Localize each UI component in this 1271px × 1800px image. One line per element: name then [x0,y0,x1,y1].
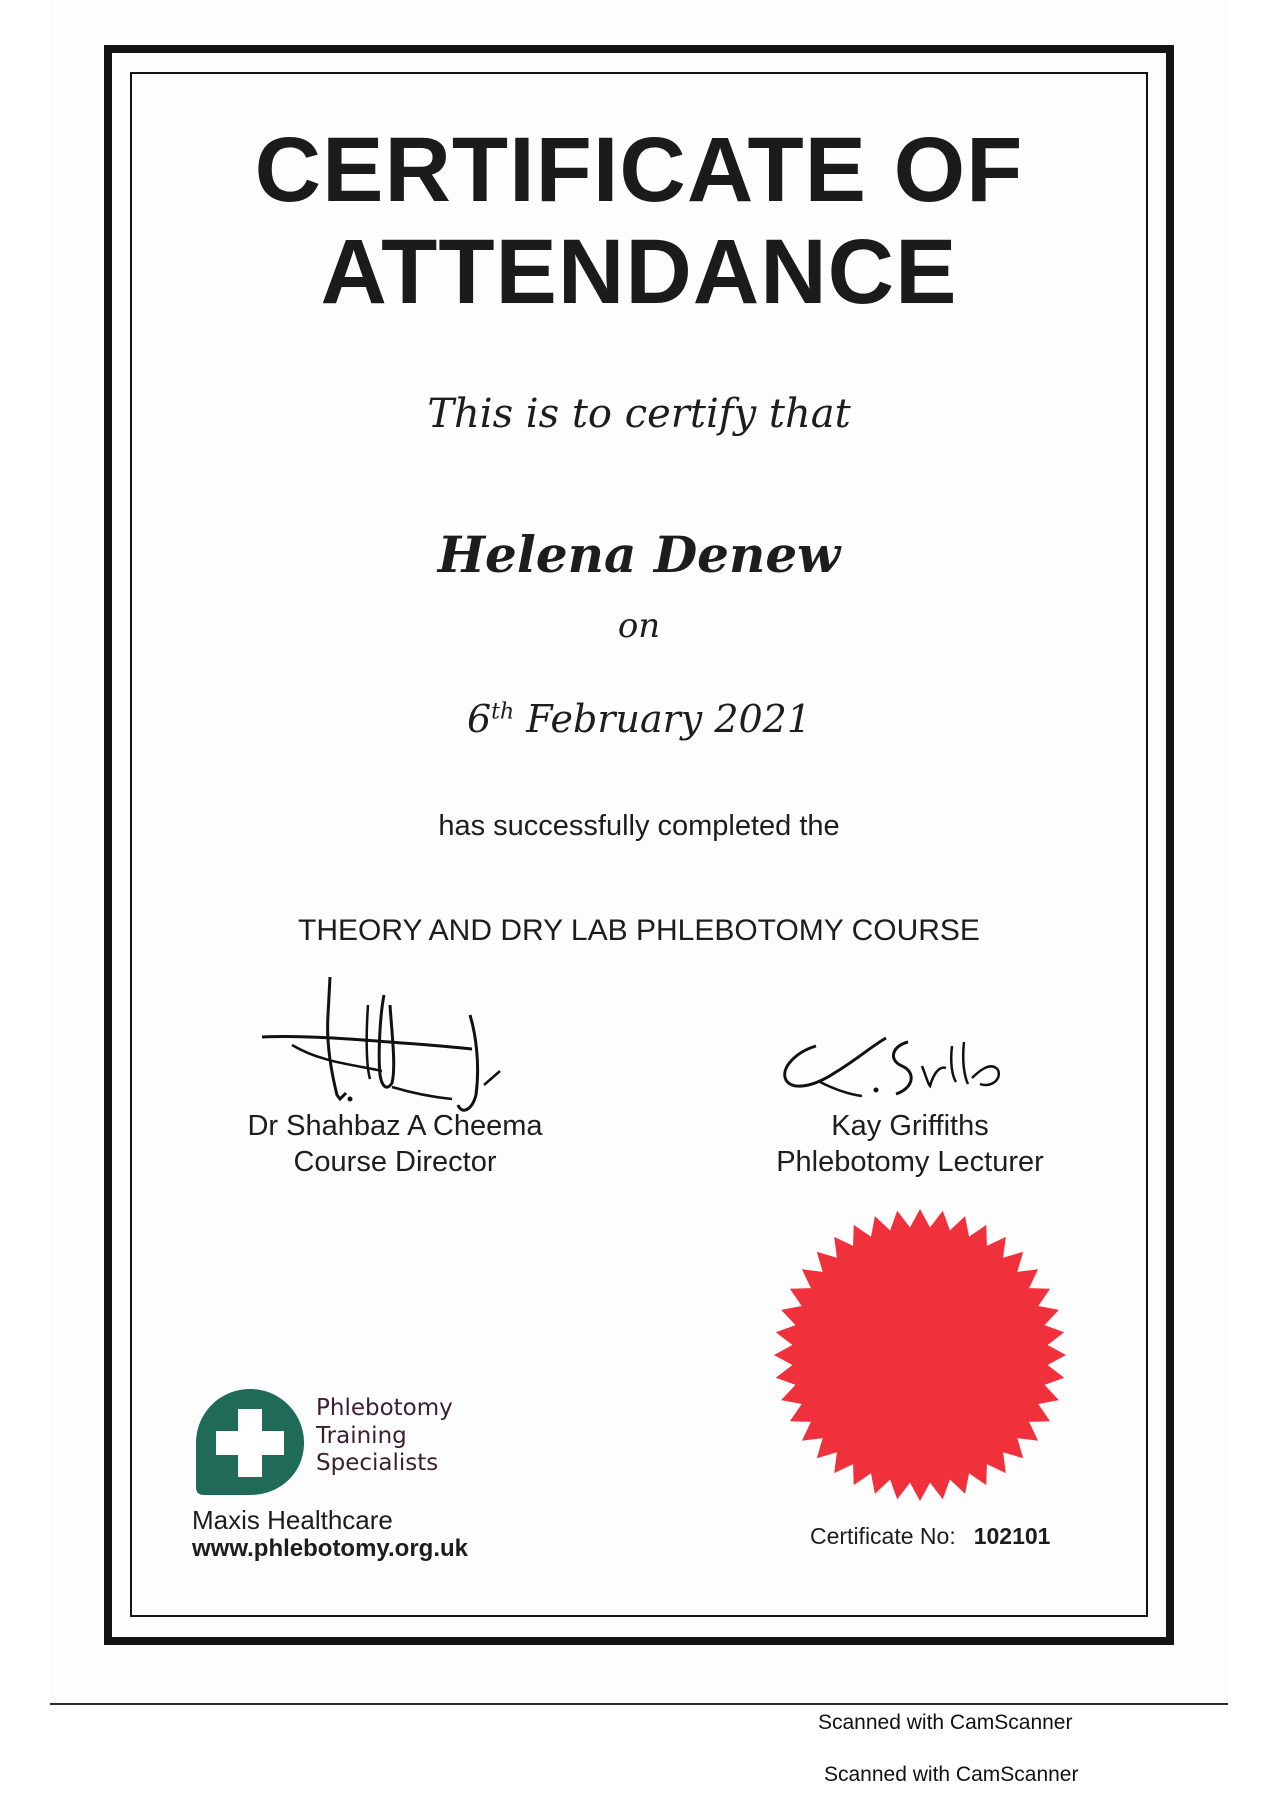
date-day: 6 [466,697,492,741]
on-text: on [617,606,661,646]
medical-cross-icon [194,1387,306,1497]
certify-text: This is to certify that [427,391,851,437]
director-role: Course Director [293,1146,497,1179]
logo-line-phlebotomy: Phlebotomy [316,1395,453,1421]
organization-website: www.phlebotomy.org.uk [192,1535,468,1562]
scanner-watermark-1: Scanned with CamScanner [818,1711,1073,1734]
logo-line-specialists: Specialists [316,1450,439,1477]
date-month-year: February 2021 [514,697,812,741]
certificate-number-label: Certificate No: [810,1523,956,1549]
lecturer-name: Kay Griffiths [831,1110,989,1142]
red-seal-icon [770,1205,1070,1505]
completed-text: has successfully completed the [438,810,840,842]
recipient-name: Helena Denew [437,525,841,584]
scan-divider [50,1703,1228,1705]
certificate-title-line1: CERTIFICATE OF [254,119,1024,221]
lecturer-role: Phlebotomy Lecturer [776,1146,1044,1179]
seal-shape [774,1209,1066,1501]
director-block [220,1108,570,1181]
director-signature [262,975,522,1120]
date-suffix: th [491,699,515,725]
organization-name: Maxis Healthcare [192,1505,393,1535]
certificate-number [810,1523,1050,1550]
logo-text [316,1395,453,1478]
director-name: Dr Shahbaz A Cheema [247,1110,543,1142]
logo-line-training: Training [316,1422,407,1449]
course-date [130,697,1148,741]
course-name: THEORY AND DRY LAB PHLEBOTOMY COURSE [298,914,980,947]
lecturer-signature [776,1032,1006,1107]
lecturer-block [740,1108,1080,1181]
scanner-watermark-2: Scanned with CamScanner [824,1763,1079,1786]
certificate-title-line2: ATTENDANCE [320,221,958,323]
certificate-number-value: 102101 [973,1523,1051,1549]
